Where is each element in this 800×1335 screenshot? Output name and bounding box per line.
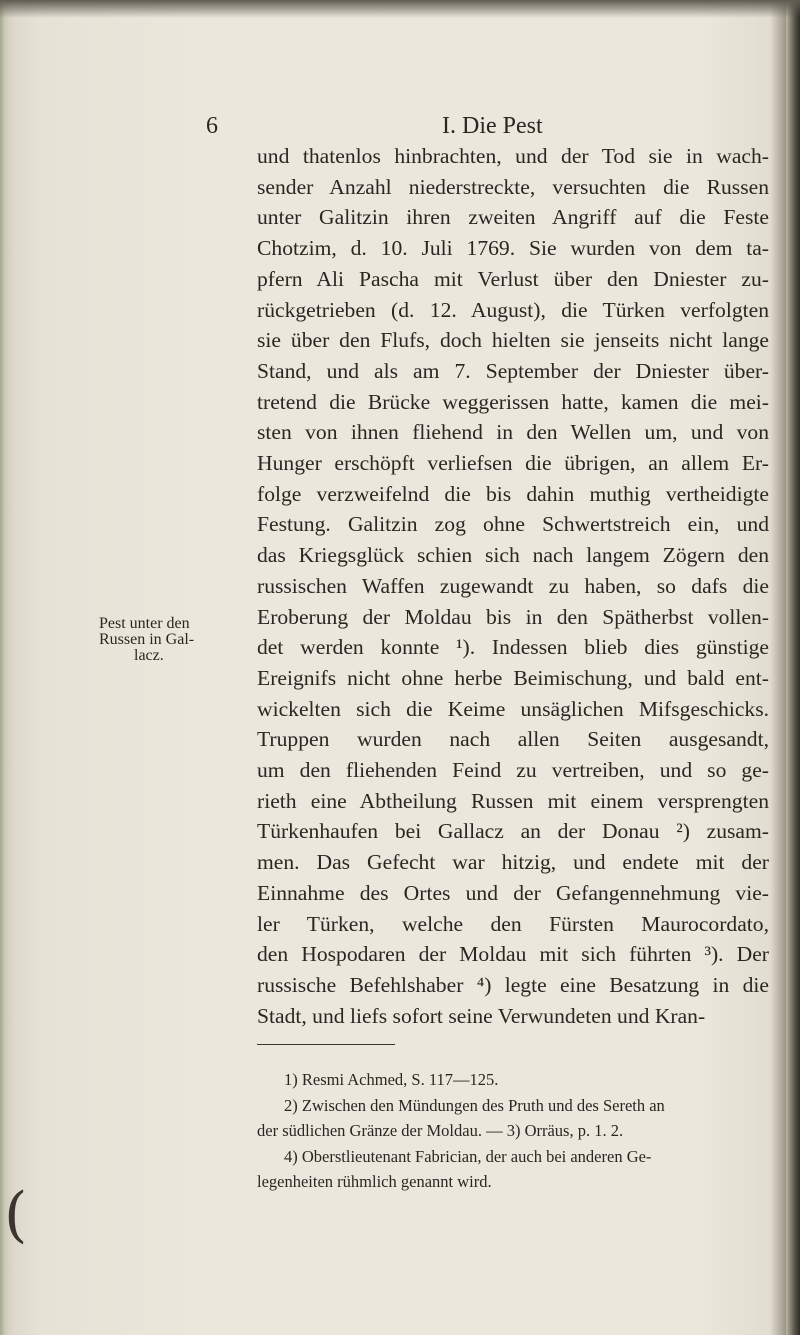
body-line: wickelten sich die Keime unsäglichen Mifsgeschicks. <box>257 696 769 721</box>
body-line: Hunger erschöpft verliefsen die übrigen, an allem Er- <box>257 451 769 476</box>
body-line: Eroberung der Moldau bis in den Spätherbst vollen- <box>257 604 769 629</box>
body-line: um den fliehenden Feind zu vertreiben, und so ge- <box>257 758 769 783</box>
running-title: I. Die Pest <box>442 113 543 139</box>
left-page-edge <box>0 0 40 1335</box>
margin-note-line: Russen in Gal- <box>99 631 195 648</box>
margin-note-line: lacz. <box>134 647 164 664</box>
body-line: rieth eine Abtheilung Russen mit einem versprengten <box>257 788 769 813</box>
right-page-edge <box>786 0 800 1335</box>
footnote: 1) Resmi Achmed, S. 117—125. <box>284 1070 499 1089</box>
body-line: unter Galitzin ihren zweiten Angriff auf die Feste <box>257 205 769 230</box>
footnotes <box>257 1067 769 1195</box>
body-line: und thatenlos hinbrachten, und der Tod sie in wach- <box>257 144 769 168</box>
body-line: tretend die Brücke weggerissen hatte, kamen die mei- <box>257 389 769 414</box>
body-line: Stand, und als am 7. September der Dniester über- <box>257 358 769 383</box>
body-line: folge verzweifelnd die bis dahin muthig vertheidigte <box>257 481 769 506</box>
body-line: russische Befehlshaber ⁴) legte eine Besatzung in die <box>257 972 769 997</box>
body-line: det werden konnte ¹). Indessen blieb dies günstige <box>257 635 769 660</box>
body-line: Stadt, und liefs sofort seine Verwundeten und Kran- <box>257 1003 706 1028</box>
margin-note <box>99 616 249 664</box>
body-line: ler Türken, welche den Fürsten Maurocordato, <box>257 911 769 936</box>
body-line: Ereignifs nicht ohne herbe Beimischung, und bald ent- <box>257 665 769 690</box>
body-line: Festung. Galitzin zog ohne Schwertstreich ein, und <box>257 512 769 537</box>
body-line: Einnahme des Ortes und der Gefangennehmung vie- <box>257 880 769 905</box>
body-line: sender Anzahl niederstreckte, versuchten die Russen <box>257 174 769 199</box>
margin-note-line: Pest unter den <box>99 615 190 632</box>
body-line: russischen Waffen zugewandt zu haben, so dafs die <box>257 573 769 598</box>
footnote: der südlichen Gränze der Moldau. — 3) Orräus, p. 1. 2. <box>257 1121 624 1140</box>
body-line: pfern Ali Pascha mit Verlust über den Dniester zu- <box>257 266 769 291</box>
body-line: sten von ihnen fliehend in den Wellen um, und von <box>257 420 769 445</box>
body-line: Türkenhaufen bei Gallacz an der Donau ²) zusam- <box>257 819 769 844</box>
edge-mark: ( <box>4 1180 28 1250</box>
page-number: 6 <box>206 113 218 139</box>
body-line: sie über den Flufs, doch hielten sie jenseits nicht lange <box>257 328 769 353</box>
footnote: legenheiten rühmlich genannt wird. <box>257 1172 492 1191</box>
body-text <box>257 141 769 1031</box>
top-shadow <box>0 0 800 18</box>
body-line: den Hospodaren der Moldau mit sich führten ³). Der <box>257 942 769 967</box>
body-line: Chotzim, d. 10. Juli 1769. Sie wurden von dem ta- <box>257 236 769 261</box>
page-header <box>0 105 800 145</box>
footnote: 4) Oberstlieutenant Fabrician, der auch bei anderen Ge- <box>284 1146 652 1166</box>
footnote: 2) Zwischen den Mündungen des Pruth und des Sereth an <box>284 1095 665 1115</box>
body-line: Truppen wurden nach allen Seiten ausgesandt, <box>257 727 769 752</box>
body-line: men. Das Gefecht war hitzig, und endete mit der <box>257 850 769 875</box>
body-line: rückgetrieben (d. 12. August), die Türken verfolgten <box>257 297 769 322</box>
footnote-divider <box>257 1044 395 1045</box>
body-line: das Kriegsglück schien sich nach langem Zögern den <box>257 543 769 568</box>
